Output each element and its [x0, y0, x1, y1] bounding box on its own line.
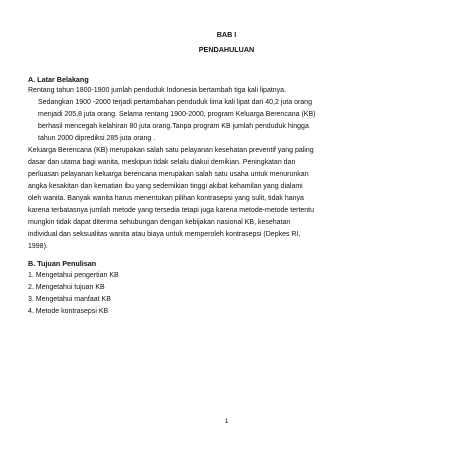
paragraph-line: Sedangkan 1900 -2000 terjadi pertambahan penduduk lima kali lipat dari 40,2 juta orang: [38, 99, 312, 106]
paragraph-line: oleh wanita. Banyak wanita harus menentukan pilihan kontrasepsi yang sulit, tidak hanya: [28, 195, 304, 202]
paragraph-line: karena terbatasnya jumlah metode yang tersedia tetapi juga karena metode-metode tertentu: [28, 207, 315, 214]
paragraph-line: Keluarga Berencana (KB) merupakan salah satu pelayanan kesehatan preventif yang paling: [28, 147, 314, 154]
section-b-heading: B. Tujuan Penulisan: [28, 259, 97, 268]
paragraph-line: individual dan seksualitas wanita atau biaya untuk memperoleh kontrasepsi (Depkes RI,: [28, 231, 301, 238]
page-number: 1: [224, 418, 229, 425]
chapter-label: BAB I: [216, 30, 237, 39]
list-item: 4. Metode kontrasepsi KB: [28, 308, 109, 315]
list-item: 1. Mengetahui pengertian KB: [28, 272, 119, 279]
section-a-heading: A. Latar Belakang: [28, 75, 89, 84]
paragraph-line: mungkin tidak dapat diterima sehubungan dengan kebijakan nasional KB, kesehatan: [28, 219, 291, 226]
paragraph-line: menjadi 205,8 juta orang. Selama rentang 1900-2000, program Keluarga Berencana (KB): [38, 111, 316, 118]
paragraph-line: dasar dan utama bagi wanita, meskipun tidak selalu diakui demikian. Peningkatan dan: [28, 159, 296, 166]
paragraph-line: perluasan pelayanan keluarga berencana merupakan salah satu usaha untuk menurunkan: [28, 171, 309, 178]
paragraph-line: Rentang tahun 1800-1900 jumlah penduduk Indonesia bertambah tiga kali lipatnya.: [28, 87, 287, 94]
list-item: 2. Mengetahui tujuan KB: [28, 284, 105, 291]
paragraph-line: berhasil mencegah kelahiran 80 juta orang.Tanpa program KB jumlah penduduk hingga: [38, 123, 309, 130]
chapter-title: PENDAHULUAN: [198, 45, 255, 54]
paragraph-line: tahun 2000 diprediksi 285 juta orang .: [38, 135, 156, 142]
paragraph-line: angka kesakitan dan kematian ibu yang sedemikian tinggi akibat kehamilan yang dialami: [28, 183, 303, 190]
paragraph-line: 1998).: [28, 243, 48, 250]
list-item: 3. Mengetahui manfaat KB: [28, 296, 111, 303]
